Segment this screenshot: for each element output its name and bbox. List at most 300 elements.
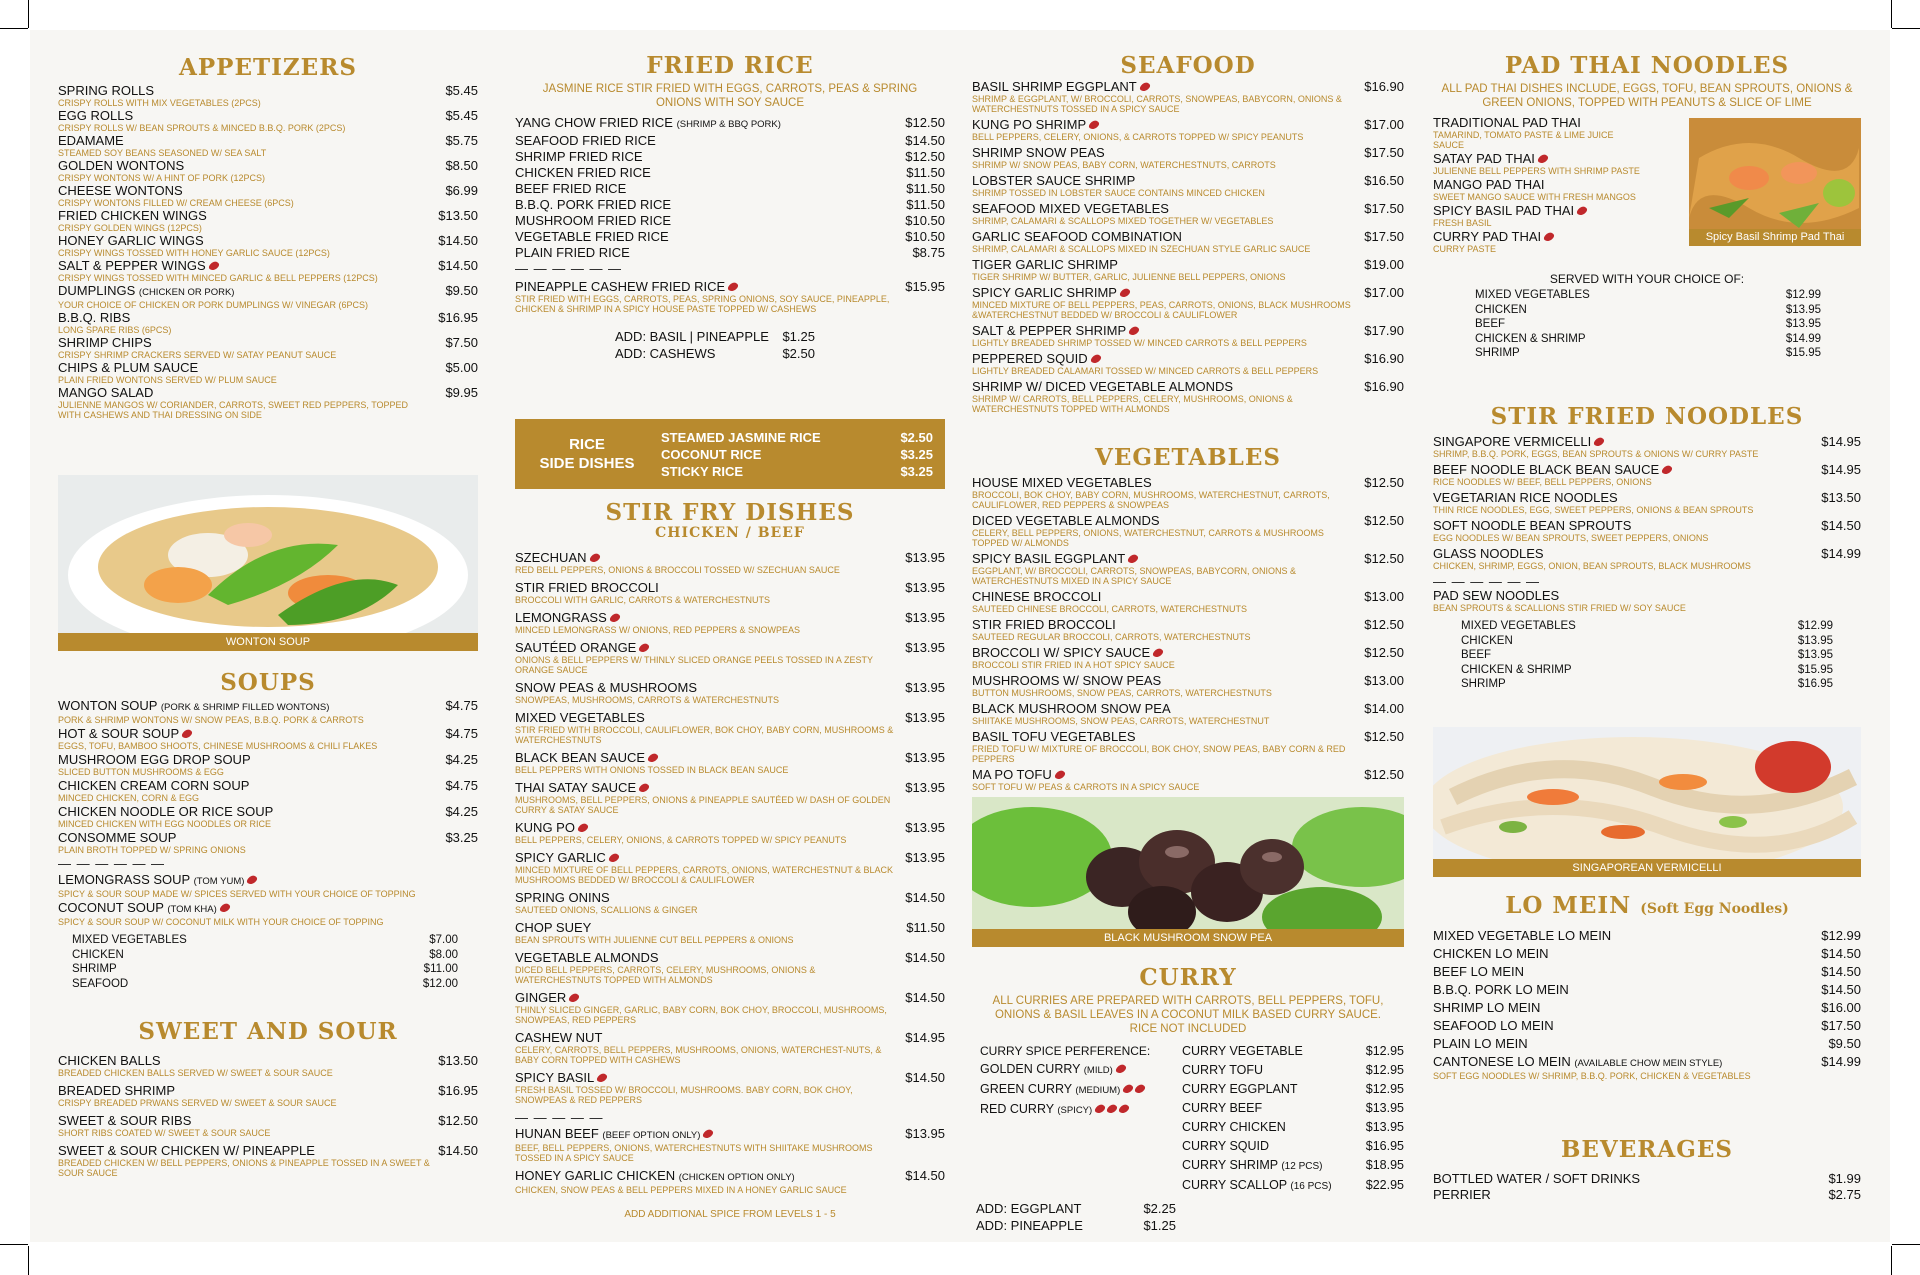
item-price: $6.99 — [445, 183, 478, 198]
spice-name: RED CURRY — [980, 1102, 1054, 1116]
item-name — [1433, 589, 1813, 603]
chili-icon — [638, 782, 650, 795]
item-name — [515, 751, 897, 765]
item-name — [515, 1169, 897, 1185]
item-name — [972, 646, 1356, 660]
item-price: $13.95 — [905, 750, 945, 765]
item-description: THIN RICE NOODLES, EGG, SWEET PEPPERS, ONIONS & BEAN SPROUTS — [1433, 505, 1754, 515]
item-price: $8.75 — [912, 245, 945, 260]
item-price: $12.50 — [438, 1113, 478, 1128]
item-name — [1433, 204, 1645, 218]
menu-item — [1433, 929, 1861, 943]
item-description: YOUR CHOICE OF CHICKEN OR PORK DUMPLINGS W/ VINEGAR (6PCS) — [58, 300, 369, 310]
item-name-text: STIR FRIED BROCCOLI — [515, 580, 659, 595]
crop-mark — [1891, 0, 1892, 28]
section-title: APPETIZERS — [179, 54, 357, 81]
item-name — [515, 991, 897, 1005]
item-name-text: B.B.Q. PORK LO MEIN — [1433, 982, 1569, 997]
item-description: CHICKEN, SHRIMP, EGGS, ONION, BEAN SPROUTS, BLACK MUSHROOMS — [1433, 561, 1751, 571]
menu-item — [515, 991, 945, 1025]
menu-item — [515, 214, 945, 228]
menu-item — [972, 202, 1404, 226]
menu-item — [1433, 178, 1693, 202]
section-intro-note: RICE NOT INCLUDED — [1129, 1023, 1247, 1035]
side-dishes-label: SIDE DISHES — [539, 455, 635, 472]
curry-price: $16.95 — [1365, 1139, 1404, 1153]
choice-price: $13.95 — [1785, 318, 1821, 330]
menu-item — [58, 1144, 478, 1178]
item-price: $14.50 — [905, 1070, 945, 1085]
menu-item — [58, 699, 478, 725]
item-name-text: DUMPLINGS — [58, 283, 136, 298]
item-price: $13.00 — [1364, 673, 1404, 688]
item-name-text: TRADITIONAL PAD THAI — [1433, 115, 1581, 130]
item-price: $13.95 — [905, 680, 945, 695]
curry-name: CURRY SCALLOP — [1182, 1178, 1287, 1192]
curry-item — [1182, 1099, 1404, 1118]
item-name — [515, 246, 897, 260]
item-name-text: SINGAPORE VERMICELLI — [1433, 434, 1592, 449]
chili-icon — [1134, 1083, 1146, 1096]
item-name — [1433, 152, 1645, 166]
item-name — [515, 921, 897, 935]
curry-name: CURRY BEEF — [1182, 1101, 1263, 1115]
black-mushroom-photo — [972, 797, 1404, 947]
item-description: BELL PEPPERS, CELERY, ONIONS, & CARROTS TOPPED W/ SPICY PEANUTS — [972, 132, 1304, 142]
item-name-text: PEPPERED SQUID — [972, 351, 1088, 366]
item-name-text: SEAFOOD FRIED RICE — [515, 133, 656, 148]
item-name — [58, 727, 430, 741]
add-on-name: ADD: CASHEWS — [615, 346, 716, 361]
item-name-text: HONEY GARLIC WINGS — [58, 233, 204, 248]
item-price: $2.75 — [1828, 1187, 1861, 1202]
section-title: BEVERAGES — [1560, 1136, 1734, 1163]
item-price: $12.50 — [1364, 645, 1404, 660]
crop-mark — [1892, 1244, 1920, 1245]
chili-icon — [638, 642, 650, 655]
menu-item — [972, 324, 1404, 348]
seafood-section — [972, 52, 1404, 418]
add-on-price: $2.50 — [782, 346, 815, 361]
menu-item — [515, 821, 945, 845]
item-name — [515, 551, 897, 565]
item-price: $4.75 — [445, 698, 478, 713]
soups-section — [58, 669, 478, 991]
choice-price: $8.00 — [429, 948, 458, 961]
item-name — [1433, 116, 1645, 130]
item-name — [58, 1114, 430, 1128]
item-description: TAMARIND, TOMATO PASTE & LIME JUICE SAUCE — [1433, 130, 1614, 150]
item-description: LONG SPARE RIBS (6PCS) — [58, 325, 172, 335]
menu-item — [58, 1054, 478, 1078]
menu-item — [1433, 204, 1693, 228]
choice-row — [1461, 648, 1833, 663]
item-name-text: CHEESE WONTONS — [58, 183, 183, 198]
item-name-text: HOT & SOUR SOUP — [58, 726, 180, 741]
menu-item — [58, 873, 478, 899]
choice-row — [1475, 303, 1821, 318]
item-price: $9.50 — [1828, 1036, 1861, 1051]
item-name — [1433, 463, 1813, 477]
crop-mark — [1891, 1246, 1892, 1275]
item-name-text: B.B.Q. PORK FRIED RICE — [515, 197, 672, 212]
item-description: SAUTEED REGULAR BROCCOLI, CARROTS, WATERCHESTNUTS — [972, 632, 1251, 642]
vermicelli-image — [1433, 727, 1861, 877]
lo-mein-section — [1433, 892, 1861, 1083]
menu-item — [972, 352, 1404, 376]
item-name — [515, 166, 897, 180]
item-note: (SHRIMP & BBQ PORK) — [676, 119, 781, 130]
menu-item — [972, 768, 1404, 792]
item-name — [58, 1084, 430, 1098]
item-name — [58, 234, 430, 248]
item-name — [58, 805, 430, 819]
menu-item — [1433, 1019, 1861, 1033]
menu-item — [972, 146, 1404, 170]
menu-item — [1433, 116, 1693, 150]
item-description: SPICY & SOUR SOUP MADE W/ SPICES SERVED WITH YOUR CHOICE OF TOPPING — [58, 889, 416, 899]
item-description: BREADED CHICKEN BALLS SERVED W/ SWEET & SOUR SAUCE — [58, 1068, 333, 1078]
item-description: BREADED CHICKEN W/ BELL PEPPERS, ONIONS & PINEAPPLE TOSSED IN A SWEET & SOUR SAUCE — [58, 1158, 430, 1178]
choice-name: CHICKEN — [1461, 634, 1513, 647]
choice-name: CHICKEN — [1475, 303, 1527, 316]
item-price: $13.95 — [905, 550, 945, 565]
menu-item — [515, 1031, 945, 1065]
choice-name: CHICKEN & SHRIMP — [1461, 663, 1572, 676]
item-price: $14.50 — [905, 990, 945, 1005]
item-note: (AVAILABLE CHOW MEIN STYLE) — [1574, 1058, 1723, 1069]
menu-item — [972, 730, 1404, 764]
item-name-text: SATAY PAD THAI — [1433, 151, 1535, 166]
menu-item — [515, 581, 945, 605]
item-name — [58, 311, 430, 325]
choice-name: SHRIMP — [72, 963, 117, 975]
item-name — [515, 581, 897, 595]
item-price: $16.95 — [438, 1083, 478, 1098]
choice-name: MIXED VEGETABLES — [72, 934, 187, 946]
item-name-text: MUSHROOMS W/ SNOW PEAS — [972, 673, 1162, 688]
item-name-text: KUNG PO — [515, 820, 575, 835]
menu-item — [58, 1084, 478, 1108]
chili-icon — [1576, 205, 1588, 218]
curry-price: $13.95 — [1365, 1101, 1404, 1115]
item-name-text: TIGER GARLIC SHRIMP — [972, 257, 1118, 272]
item-name-text: GLASS NOODLES — [1433, 546, 1544, 561]
curry-item — [1182, 1118, 1404, 1137]
item-name-text: CURRY PAD THAI — [1433, 229, 1542, 244]
menu-item — [515, 1127, 945, 1163]
item-description: CRISPY BREADED PRWANS SERVED W/ SWEET & SOUR SAUCE — [58, 1098, 337, 1108]
item-name-text: FRIED CHICKEN WINGS — [58, 208, 207, 223]
item-name-text: BROCCOLI W/ SPICY SAUCE — [972, 645, 1151, 660]
item-name-text: CHIPS & PLUM SAUCE — [58, 360, 199, 375]
item-name — [58, 831, 430, 845]
item-name — [972, 80, 1356, 94]
item-name — [515, 134, 897, 148]
choice-row — [72, 948, 458, 963]
item-description: FRIED TOFU W/ MIXTURE OF BROCCOLI, BOK CHOY, SNOW PEAS, BABY CORN & RED PEPPERS — [972, 744, 1346, 764]
chili-icon — [207, 260, 219, 273]
menu-item — [515, 681, 945, 705]
chili-icon — [1152, 647, 1164, 660]
item-price: $12.50 — [1364, 551, 1404, 566]
item-description: BEEF, BELL PEPPERS, ONIONS, WATERCHESTNUTS WITH SHIITAKE MUSHROOMS TOSSED IN A SPICY SAUCE — [515, 1143, 873, 1163]
divider-dashes: — — — — — — [515, 1110, 604, 1125]
item-price: $14.50 — [1821, 982, 1861, 997]
item-name — [1433, 178, 1645, 192]
choice-row — [1461, 619, 1833, 634]
item-name-text: HOUSE MIXED VEGETABLES — [972, 475, 1152, 490]
spice-option — [980, 1060, 1182, 1080]
choice-row — [1475, 346, 1821, 361]
item-price: $13.95 — [905, 580, 945, 595]
choice-row — [1475, 288, 1821, 303]
menu-item — [972, 618, 1404, 642]
chili-icon — [1139, 81, 1151, 94]
item-name — [1433, 1188, 1813, 1202]
spice-note: (MEDIUM) — [1075, 1085, 1121, 1096]
item-price: $11.50 — [906, 165, 945, 180]
menu-item — [515, 1169, 945, 1195]
crop-mark — [0, 1244, 28, 1245]
item-name-text: GINGER — [515, 990, 567, 1005]
add-on-row — [976, 1217, 1176, 1234]
menu-item — [515, 182, 945, 196]
item-name-text: PLAIN LO MEIN — [1433, 1036, 1528, 1051]
choice-row — [72, 962, 458, 977]
item-name-text: SHRIMP FRIED RICE — [515, 149, 643, 164]
curry-items — [1182, 1042, 1404, 1196]
item-name-text: PINEAPPLE CASHEW FRIED RICE — [515, 279, 726, 294]
add-on-price: $1.25 — [782, 329, 815, 344]
item-description: BEAN SPROUTS & SCALLIONS STIR FRIED W/ SOY SAUCE — [1433, 603, 1686, 613]
item-name-text: MANGO SALAD — [58, 385, 154, 400]
curry-price: $12.95 — [1365, 1082, 1404, 1096]
photo-caption: BLACK MUSHROOM SNOW PEA — [972, 929, 1404, 947]
item-name-text: CHICKEN FRIED RICE — [515, 165, 651, 180]
item-name-text: LOBSTER SAUCE SHRIMP — [972, 173, 1136, 188]
menu-item — [58, 209, 478, 233]
menu-item — [58, 336, 478, 360]
item-price: $11.50 — [906, 920, 945, 935]
menu-item — [58, 234, 478, 258]
item-price: $9.50 — [445, 283, 478, 298]
curry-note: (12 PCS) — [1281, 1161, 1323, 1172]
menu-item — [515, 280, 945, 314]
item-price: $14.99 — [1821, 546, 1861, 561]
item-description: THINLY SLICED GINGER, GARLIC, BABY CORN, BOK CHOY, BROCCOLI, MUSHROOMS, SNOWPEAS, RED PEPPERS — [515, 1005, 887, 1025]
menu-item — [972, 552, 1404, 586]
menu-item — [972, 286, 1404, 320]
item-name-text: CHICKEN CREAM CORN SOUP — [58, 778, 250, 793]
rice-side-row — [661, 463, 933, 480]
item-description: FRESH BASIL — [1433, 218, 1492, 228]
menu-item — [515, 851, 945, 885]
item-name — [1433, 1001, 1813, 1015]
item-name — [58, 109, 430, 123]
item-description: CELERY, CARROTS, BELL PEPPERS, MUSHROOMS, ONIONS, WATERCHEST-NUTS, & BABY CORN TOPPED WITH CASHEWS — [515, 1045, 882, 1065]
item-price: $13.95 — [905, 850, 945, 865]
item-name — [515, 891, 897, 905]
menu-item — [1433, 965, 1861, 979]
item-name-text: GOLDEN WONTONS — [58, 158, 185, 173]
rice-side-name: COCONUT RICE — [661, 446, 762, 462]
column-1 — [58, 52, 478, 1178]
item-name-text: VEGETARIAN RICE NOODLES — [1433, 490, 1618, 505]
item-name-text: SPICY BASIL — [515, 1070, 595, 1085]
choice-price: $13.95 — [1797, 649, 1833, 661]
divider-dashes: — — — — — — — [515, 261, 623, 276]
choice-row — [1461, 663, 1833, 678]
item-name — [1433, 519, 1813, 533]
item-description: STEAMED SOY BEANS SEASONED W/ SEA SALT — [58, 148, 267, 158]
menu-item — [972, 230, 1404, 254]
item-name — [972, 146, 1356, 160]
served-with-label: SERVED WITH YOUR CHOICE OF: — [1549, 272, 1745, 286]
item-description: BUTTON MUSHROOMS, SNOW PEAS, CARROTS, WATERCHESTNUTS — [972, 688, 1272, 698]
item-description: STIR FRIED WITH EGGS, CARROTS, PEAS, SPRING ONIONS, SOY SAUCE, PINEAPPLE, CHICKEN & SHRIMP IN A SPICY HOUSE PASTE TOPPED W/ CASHEWS — [515, 294, 890, 314]
menu-item — [515, 551, 945, 575]
rice-side-dishes-box — [515, 419, 945, 489]
item-name — [58, 386, 430, 400]
choice-name: SHRIMP — [1461, 678, 1506, 690]
item-price: $17.50 — [1364, 201, 1404, 216]
pad-thai-image — [1689, 118, 1861, 246]
item-description: SPICY & SOUR SOUP W/ COCONUT MILK WITH YOUR CHOICE OF TOPPING — [58, 917, 384, 927]
item-name — [515, 214, 897, 228]
item-name — [515, 150, 897, 164]
add-on-row — [615, 328, 815, 345]
spice-option — [980, 1080, 1182, 1100]
item-price: $1.99 — [1828, 1171, 1861, 1186]
chili-icon — [181, 728, 193, 741]
item-name-text: COCONUT SOUP — [58, 900, 164, 915]
item-description: MINCED CHICKEN, CORN & EGG — [58, 793, 200, 803]
item-name-text: SHRIMP CHIPS — [58, 335, 152, 350]
singaporean-vermicelli-photo — [1433, 727, 1861, 877]
item-name-text: HUNAN BEEF — [515, 1126, 599, 1141]
item-description: DICED BELL PEPPERS, CARROTS, CELERY, MUSHROOMS, ONIONS & WATERCHESTNUTS TOPPED WITH ALMONDS — [515, 965, 816, 985]
menu-item — [972, 174, 1404, 198]
photo-caption: Spicy Basil Shrimp Pad Thai — [1689, 229, 1861, 246]
chili-icon — [1543, 231, 1555, 244]
add-on-name: ADD: BASIL | PINEAPPLE — [615, 329, 769, 344]
item-name — [972, 352, 1356, 366]
chili-icon — [1118, 1103, 1130, 1116]
menu-item — [515, 921, 945, 945]
rice-side-row — [661, 446, 933, 463]
item-price: $14.50 — [1821, 964, 1861, 979]
chili-icon — [1119, 287, 1131, 300]
item-description: SHORT RIBS COATED W/ SWEET & SOUR SAUCE — [58, 1128, 271, 1138]
item-name-text: SZECHUAN — [515, 550, 587, 565]
item-name-text: BLACK BEAN SAUCE — [515, 750, 646, 765]
menu-item — [515, 116, 945, 132]
item-name-text: EDAMAME — [58, 133, 124, 148]
item-description: LIGHTLY BREADED CALAMARI TOSSED W/ MINCED CARROTS & BELL PEPPERS — [972, 366, 1319, 376]
item-name — [972, 590, 1356, 604]
item-description: CRISPY SHRIMP CRACKERS SERVED W/ SATAY PEANUT SAUCE — [58, 350, 337, 360]
item-name — [972, 118, 1356, 132]
item-description: CURRY PASTE — [1433, 244, 1497, 254]
menu-item — [515, 150, 945, 164]
item-name — [515, 1071, 897, 1085]
item-description: CRISPY WINGS TOSSED WITH MINCED GARLIC & BELL PEPPERS (12PCS) — [58, 273, 378, 283]
item-description: CHICKEN, SNOW PEAS & BELL PEPPERS MIXED IN A HONEY GARLIC SAUCE — [515, 1185, 847, 1195]
item-note: (CHICKEN OR PORK) — [138, 287, 235, 298]
choice-name: MIXED VEGETABLES — [1461, 620, 1576, 632]
chili-icon — [1128, 325, 1140, 338]
rice-label: RICE — [569, 436, 605, 453]
menu-item — [1433, 1037, 1861, 1051]
chili-icon — [1115, 1063, 1127, 1076]
chili-icon — [1537, 153, 1549, 166]
item-description: TIGER SHRIMP W/ BUTTER, GARLIC, JULIENNE BELL PEPPERS, ONIONS — [972, 272, 1286, 282]
menu-item — [1433, 547, 1861, 571]
item-name — [972, 202, 1356, 216]
menu-item — [58, 831, 478, 855]
item-price: $5.00 — [445, 360, 478, 375]
chili-icon — [1106, 1103, 1118, 1116]
item-name-text: EGG ROLLS — [58, 108, 134, 123]
column-4 — [1433, 52, 1861, 1202]
rice-side-name: STICKY RICE — [661, 463, 744, 479]
item-name-text: SALT & PEPPER WINGS — [58, 258, 206, 273]
choice-name: BEEF — [1475, 318, 1506, 330]
add-on-name: ADD: PINEAPPLE — [976, 1218, 1083, 1233]
item-description: PLAIN FRIED WONTONS SERVED W/ PLUM SAUCE — [58, 375, 277, 385]
crop-mark — [0, 28, 28, 29]
item-name — [1433, 1037, 1813, 1051]
choice-price: $16.95 — [1797, 678, 1833, 690]
section-title — [1433, 892, 1861, 923]
item-name — [1433, 435, 1813, 449]
item-name — [58, 284, 430, 300]
curry-spice-options — [972, 1042, 1182, 1196]
menu-item — [1433, 1055, 1861, 1081]
item-price: $13.50 — [438, 1053, 478, 1068]
curry-item — [1182, 1137, 1404, 1156]
item-price: $11.50 — [906, 181, 945, 196]
menu-item — [972, 702, 1404, 726]
chili-icon — [219, 902, 231, 915]
choice-price: $14.99 — [1785, 332, 1821, 345]
item-price: $14.50 — [1821, 946, 1861, 961]
menu-item — [515, 641, 945, 675]
item-price: $7.50 — [445, 335, 478, 350]
item-name-text: B.B.Q. RIBS — [58, 310, 131, 325]
item-price: $13.50 — [1821, 490, 1861, 505]
item-name — [515, 198, 897, 212]
item-name-text: YANG CHOW FRIED RICE — [515, 115, 673, 130]
item-price: $3.25 — [445, 830, 478, 845]
menu-item — [1433, 152, 1693, 176]
item-description: SHRIMP, B.B.Q. PORK, EGGS, BEAN SPROUTS & ONIONS W/ CURRY PASTE — [1433, 449, 1759, 459]
item-price: $17.00 — [1364, 285, 1404, 300]
item-name — [972, 258, 1356, 272]
item-price: $14.50 — [905, 1168, 945, 1183]
menu-item — [515, 611, 945, 635]
item-name — [1433, 1019, 1813, 1033]
crop-mark — [28, 0, 29, 28]
menu-item — [58, 779, 478, 803]
item-description: CELERY, BELL PEPPERS, ONIONS, WATERCHESTNUT, CARROTS & MUSHROOMS TOPPED W/ ALMONDS — [972, 528, 1324, 548]
section-title: STIR FRY DISHES — [605, 499, 855, 526]
item-description: MINCED MIXTURE OF BELL PEPPERS, CARROTS, ONIONS, WATERCHESTNUT & BLACK MUSHROOMS BEDDED W/ BROCCOLI & CAULIFLOWER — [515, 865, 894, 885]
item-price: $4.25 — [445, 752, 478, 767]
item-description: CRISPY WONTONS W/ A HINT OF PORK (12PCS) — [58, 173, 266, 183]
menu-item — [1433, 230, 1693, 254]
